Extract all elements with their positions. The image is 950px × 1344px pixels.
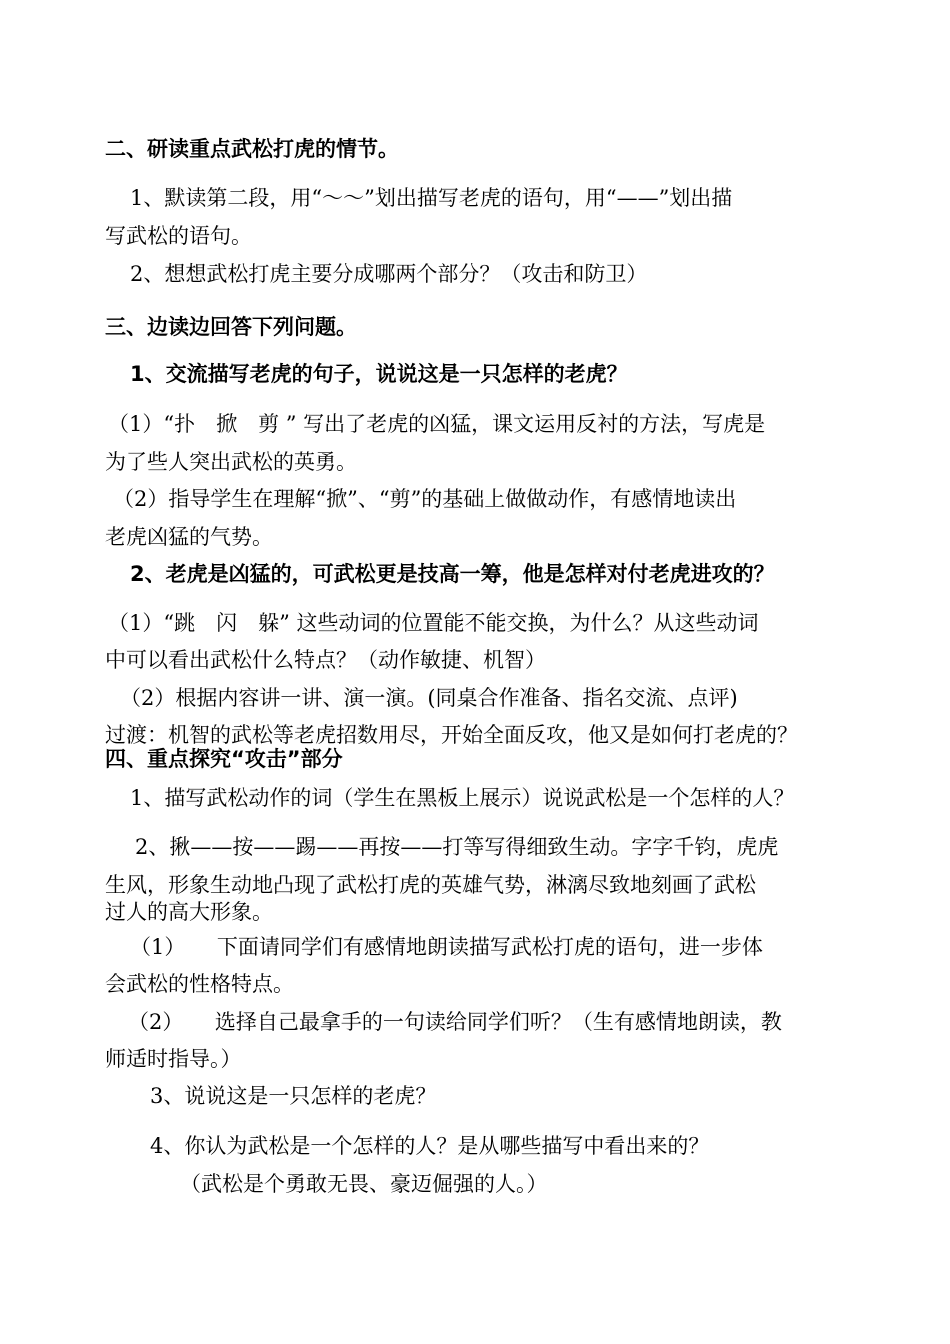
paragraph-line: （2） 选择自己最拿手的一句读给同学们听？（生有感情地朗读，教 — [128, 1010, 782, 1034]
paragraph-line: 4、你认为武松是一个怎样的人？是从哪些描写中看出来的？ — [150, 1134, 710, 1158]
question-heading-2: 2、老虎是凶猛的，可武松更是技高一筹，他是怎样对付老虎进攻的？ — [130, 562, 775, 586]
paragraph-line: （1） 下面请同学们有感情地朗读描写武松打虎的语句，进一步体 — [130, 935, 763, 959]
paragraph-line: （2）指导学生在理解“掀”、“剪”的基础上做做动作，有感情地读出 — [113, 487, 737, 511]
paragraph-line: 老虎凶猛的气势。 — [105, 525, 273, 549]
paragraph-line: （2）根据内容讲一讲、演一演。(同桌合作准备、指名交流、点评) — [120, 686, 738, 710]
paragraph-line: （1）“扑 掀 剪 ” 写出了老虎的凶猛，课文运用反衬的方法，写虎是 — [108, 412, 766, 436]
paragraph-line: 中可以看出武松什么特点？（动作敏捷、机智） — [105, 648, 546, 672]
paragraph-line: 1、默读第二段，用“～～”划出描写老虎的语句，用“——”划出描 — [130, 186, 733, 210]
transition-line: 过渡：机智的武松等老虎招数用尽，开始全面反攻，他又是如何打老虎的？ — [105, 723, 798, 747]
paragraph-line: 会武松的性格特点。 — [105, 972, 294, 996]
question-heading-1: 1、交流描写老虎的句子，说说这是一只怎样的老虎？ — [130, 362, 628, 386]
paragraph-line: （武松是个勇敢无畏、豪迈倔强的人。） — [180, 1172, 548, 1196]
paragraph-line: 1、描写武松动作的词（学生在黑板上展示）说说武松是一个怎样的人？ — [130, 786, 795, 810]
paragraph-line: 2、想想武松打虎主要分成哪两个部分？（攻击和防卫） — [130, 262, 648, 286]
paragraph-line: 写武松的语句。 — [105, 224, 252, 248]
paragraph-line: 生风，形象生动地凸现了武松打虎的英雄气势，淋漓尽致地刻画了武松 — [105, 873, 756, 897]
section-heading-3: 三、边读边回答下列问题。 — [105, 315, 357, 339]
paragraph-line: （1）“跳 闪 躲” 这些动词的位置能不能交换，为什么？从这些动词 — [108, 611, 759, 635]
section-heading-4: 四、重点探究“攻击”部分 — [105, 747, 343, 771]
section-heading-2: 二、研读重点武松打虎的情节。 — [105, 137, 399, 161]
paragraph-line: 过人的高大形象。 — [105, 900, 273, 924]
paragraph-line: 3、说说这是一只怎样的老虎？ — [150, 1084, 437, 1108]
paragraph-line: 2、揪——按——踢——再按——打等写得细致生动。字字千钧，虎虎 — [135, 835, 779, 859]
paragraph-line: 师适时指导。） — [105, 1047, 242, 1071]
paragraph-line: 为了些人突出武松的英勇。 — [105, 450, 357, 474]
